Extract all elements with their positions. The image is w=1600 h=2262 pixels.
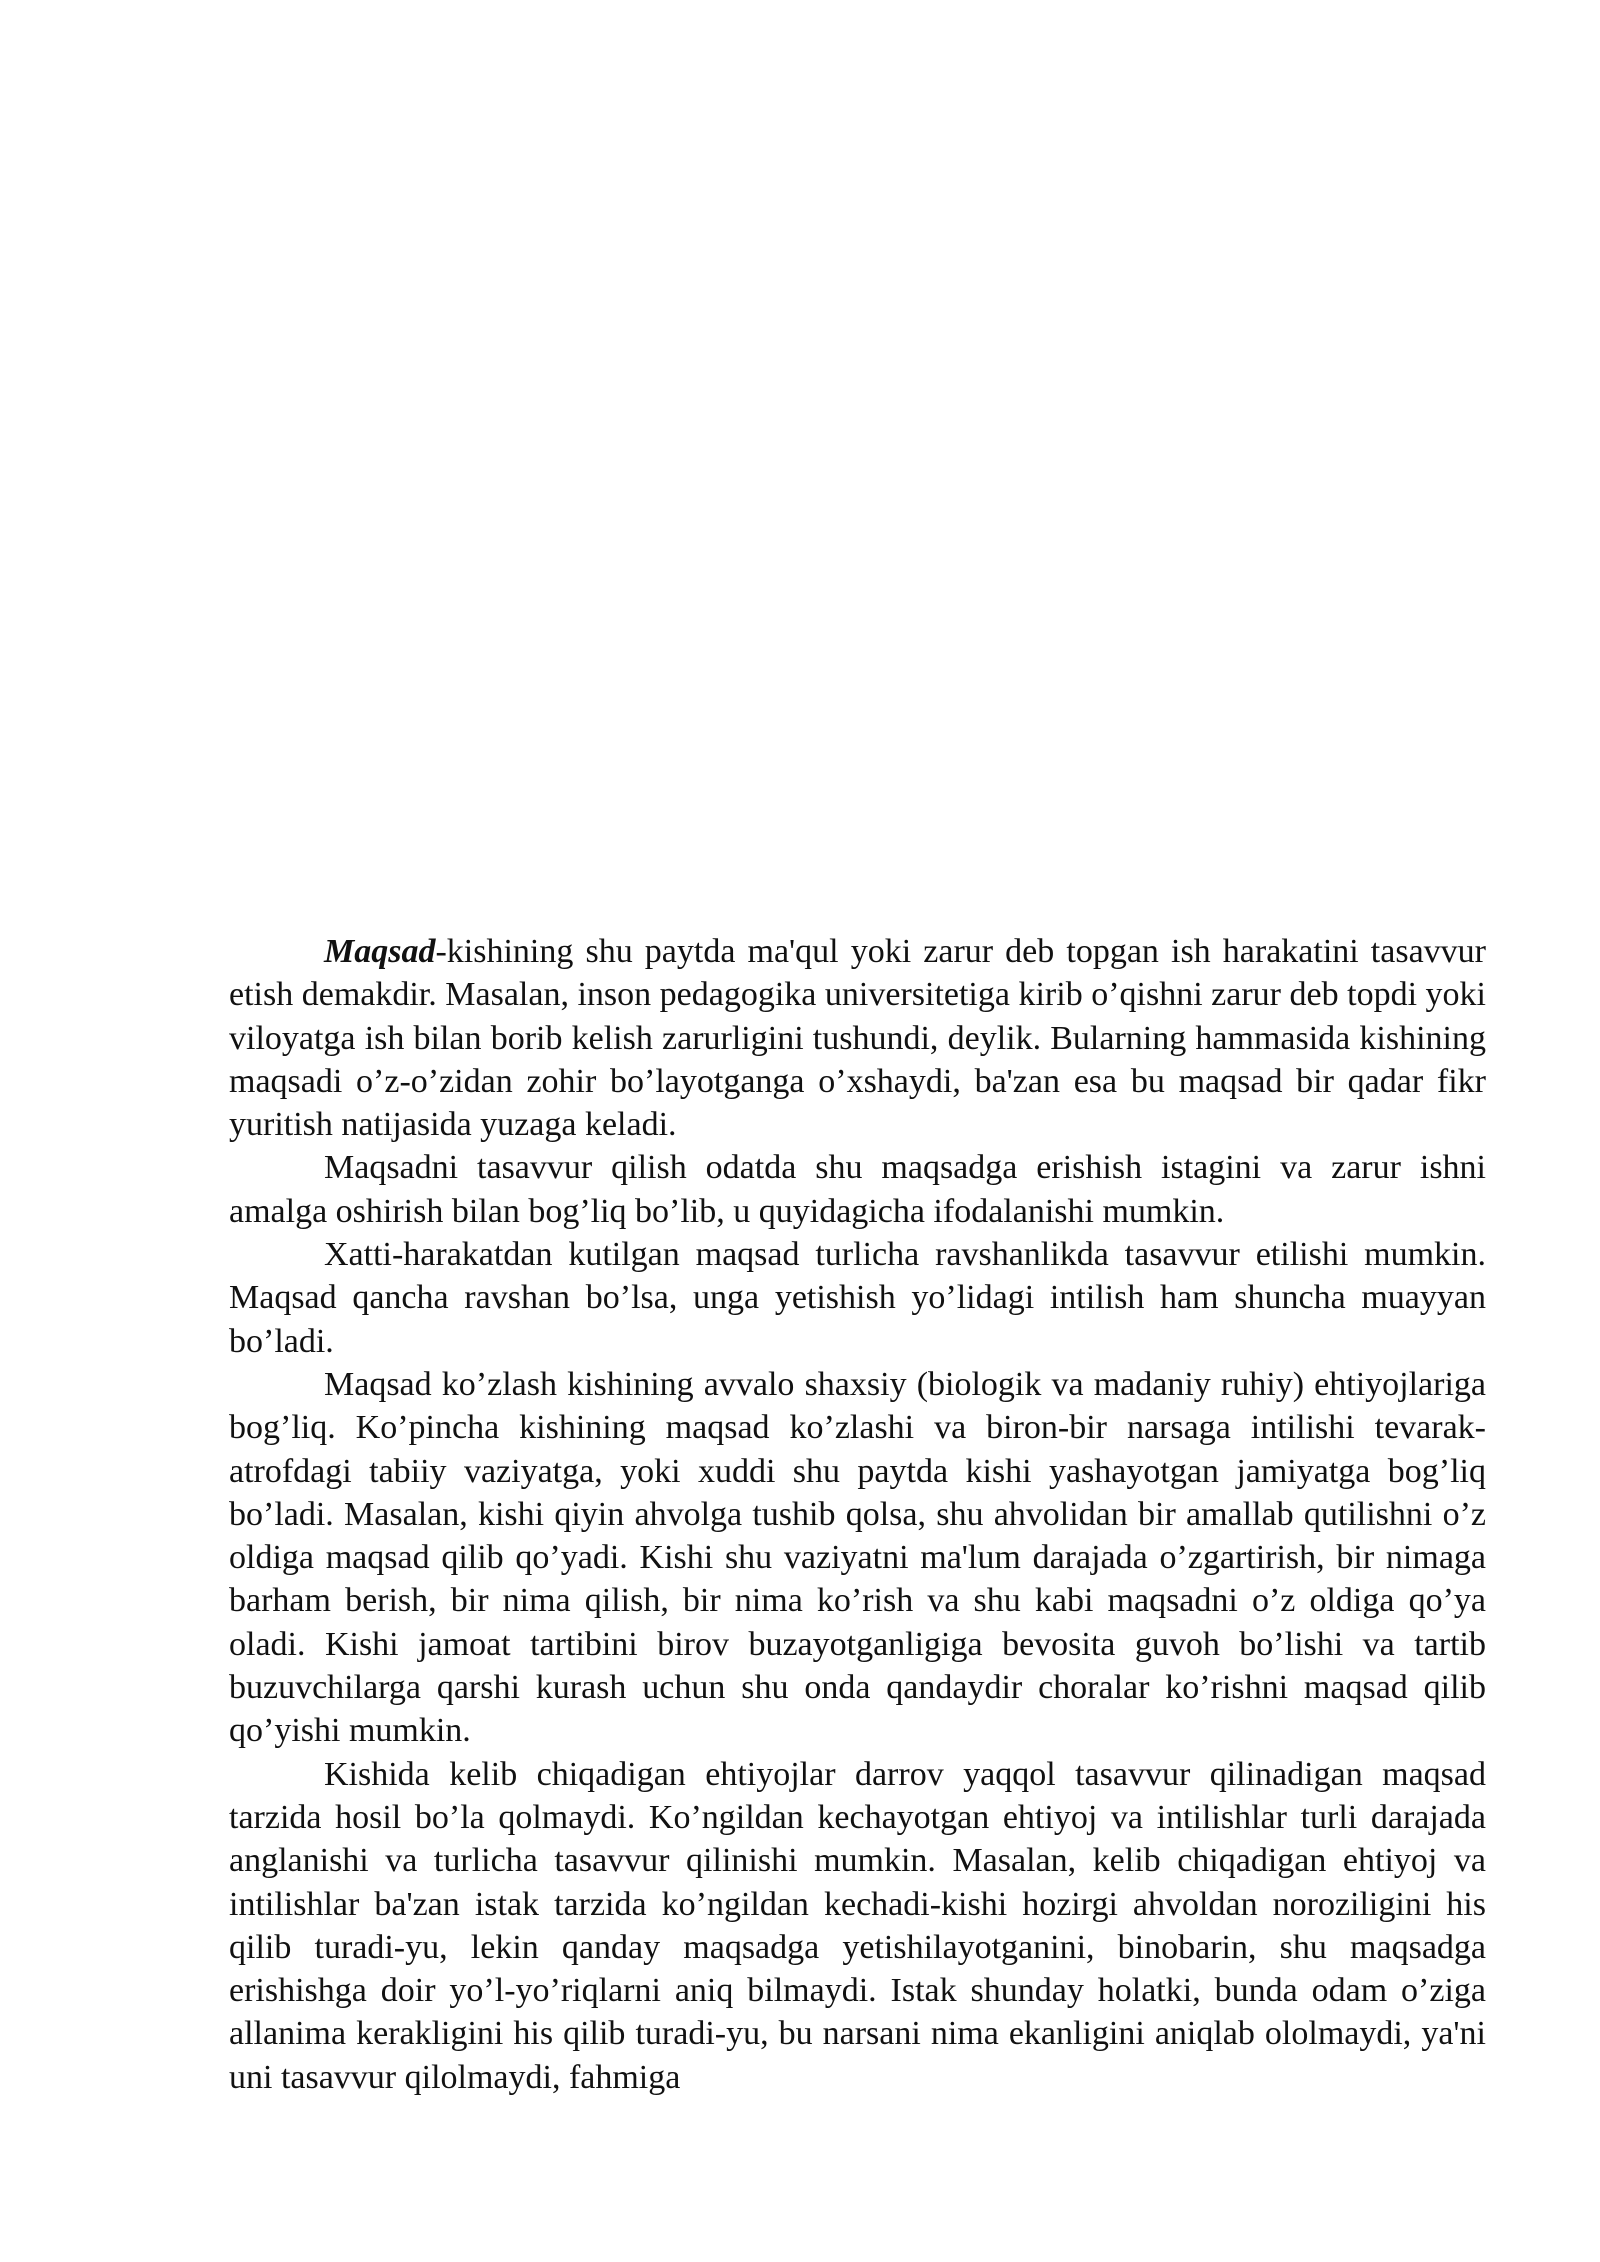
paragraph-xatti-harakat: Xatti-harakatdan kutilgan maqsad turlicha ravshanlikda tasavvur etilishi mumkin. Maqsad qancha ravshan bo’lsa, unga yetishish yo’lidagi intilish ham shuncha muayyan bo’ladi. [229, 1236, 1486, 1360]
paragraph-text: -kishining shu paytda ma'qul yoki zarur deb topgan ish harakatini tasavvur etish demakdir. Masalan, inson pedagogika universitetiga kirib o’qishni zarur deb topdi yoki viloyatga ish bilan borib kelish zarurligini tushundi, deylik. Bularning hammasida kishining maqsadi o’z-o’zidan zohir bo’layotganga o’xshaydi, ba'zan esa bu maqsad bir qadar fikr yuritish natijasida yuzaga keladi. [229, 933, 1486, 1144]
paragraph-maqsad-kozlash: Maqsad ko’zlash kishining avvalo shaxsiy (biologik va madaniy ruhiy) ehtiyojlariga bog’liq. Ko’pincha kishining maqsad ko’zlashi va biron-bir narsaga intilishi tevarak-atrofdagi tabiiy vaziyatga, yoki xuddi shu paytda kishi yashayotgan jamiyatga bog’liq bo’ladi. Masalan, kishi qiyin ahvolga tushib qolsa, shu ahvolidan bir amallab qutilishni o’z oldiga maqsad qilib qo’yadi. Kishi shu vaziyatni ma'lum darajada o’zgartirish, bir nimaga barham berish, bir nima qilish, bir nima ko’rish va shu kabi maqsadni o’z oldiga qo’ya oladi. Kishi jamoat tartibini birov buzayotganligiga bevosita guvoh bo’lishi va tartib buzuvchilarga qarshi kurash uchun shu onda qandaydir choralar ko’rishni maqsad qilib qo’yishi mumkin. [229, 1365, 1486, 1750]
paragraph-maqsad-definition [229, 930, 1486, 1146]
paragraph-ehtiyojlar: Kishida kelib chiqadigan ehtiyojlar darrov yaqqol tasavvur qilinadigan maqsad tarzida hosil bo’la qolmaydi. Ko’ngildan kechayotgan ehtiyoj va intilishlar turli darajada anglanishi va turlicha tasavvur qilinishi mumkin. Masalan, kelib chiqadigan ehtiyoj va intilishlar ba'zan istak tarzida ko’ngildan kechadi-kishi hozirgi ahvoldan noroziligini his qilib turadi-yu, lekin qanday maqsadga yetishilayotganini, binobarin, shu maqsadga erishishga doir yo’l-yo’riqlarni aniq bilmaydi. Istak shunday holatki, bunda odam o’ziga allanima kerakligini his qilib turadi-yu, bu narsani nima ekanligini aniqlab ololmaydi, ya'ni uni tasavvur qilolmaydi, fahmiga [229, 1755, 1486, 2096]
paragraph-maqsad-tasavvur: Maqsadni tasavvur qilish odatda shu maqsadga erishish istagini va zarur ishni amalga oshirish bilan bog’liq bo’lib, u quyidagicha ifodalanishi mumkin. [229, 1149, 1486, 1230]
term-maqsad: Maqsad [324, 933, 436, 970]
document-body [229, 930, 1486, 2099]
